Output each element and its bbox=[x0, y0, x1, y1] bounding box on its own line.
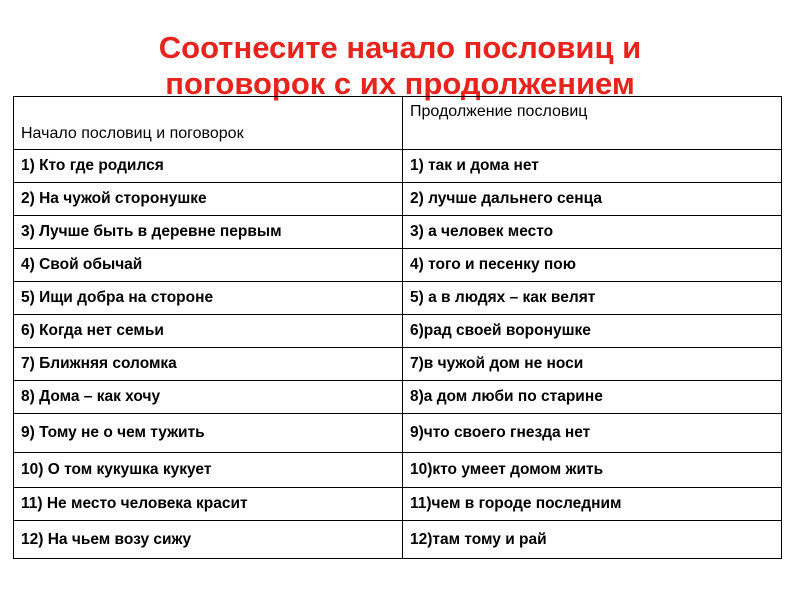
cell-continuation: 8)а дом люби по старине bbox=[403, 381, 782, 414]
table-row bbox=[14, 249, 782, 282]
cell-start: 9) Тому не о чем тужить bbox=[14, 414, 403, 453]
table-row bbox=[14, 150, 782, 183]
page-title bbox=[0, 30, 800, 102]
cell-continuation: 11)чем в городе последним bbox=[403, 488, 782, 521]
table-header-row bbox=[14, 97, 782, 150]
cell-continuation: 6)рад своей воронушке bbox=[403, 315, 782, 348]
cell-continuation: 5) а в людях – как велят bbox=[403, 282, 782, 315]
title-line-1: Соотнесите начало пословиц и bbox=[158, 30, 642, 65]
table-row bbox=[14, 216, 782, 249]
cell-continuation: 3) а человек место bbox=[403, 216, 782, 249]
cell-start: 6) Когда нет семьи bbox=[14, 315, 403, 348]
cell-continuation: 2) лучше дальнего сенца bbox=[403, 183, 782, 216]
cell-continuation: 1) так и дома нет bbox=[403, 150, 782, 183]
cell-continuation: 12)там тому и рай bbox=[403, 521, 782, 559]
table-row bbox=[14, 488, 782, 521]
table-row bbox=[14, 282, 782, 315]
table-row bbox=[14, 381, 782, 414]
table-row bbox=[14, 414, 782, 453]
table-row bbox=[14, 348, 782, 381]
cell-start: 2) На чужой сторонушке bbox=[14, 183, 403, 216]
title-line-2: поговорок с их продолжением bbox=[165, 66, 635, 101]
proverbs-table bbox=[13, 96, 782, 559]
cell-start: 10) О том кукушка кукует bbox=[14, 453, 403, 488]
cell-continuation: 10)кто умеет домом жить bbox=[403, 453, 782, 488]
cell-start: 4) Свой обычай bbox=[14, 249, 403, 282]
table-row bbox=[14, 183, 782, 216]
cell-start: 11) Не место человека красит bbox=[14, 488, 403, 521]
cell-continuation: 7)в чужой дом не носи bbox=[403, 348, 782, 381]
cell-start: 7) Ближняя соломка bbox=[14, 348, 403, 381]
table-row bbox=[14, 521, 782, 559]
cell-start: 5) Ищи добра на стороне bbox=[14, 282, 403, 315]
cell-start: 8) Дома – как хочу bbox=[14, 381, 403, 414]
header-continuation: Продолжение пословиц bbox=[403, 97, 782, 150]
cell-start: 1) Кто где родился bbox=[14, 150, 403, 183]
table-row bbox=[14, 453, 782, 488]
header-start: Начало пословиц и поговорок bbox=[14, 97, 403, 150]
table-row bbox=[14, 315, 782, 348]
cell-start: 12) На чьем возу сижу bbox=[14, 521, 403, 559]
cell-continuation: 4) того и песенку пою bbox=[403, 249, 782, 282]
cell-continuation: 9)что своего гнезда нет bbox=[403, 414, 782, 453]
cell-start: 3) Лучше быть в деревне первым bbox=[14, 216, 403, 249]
